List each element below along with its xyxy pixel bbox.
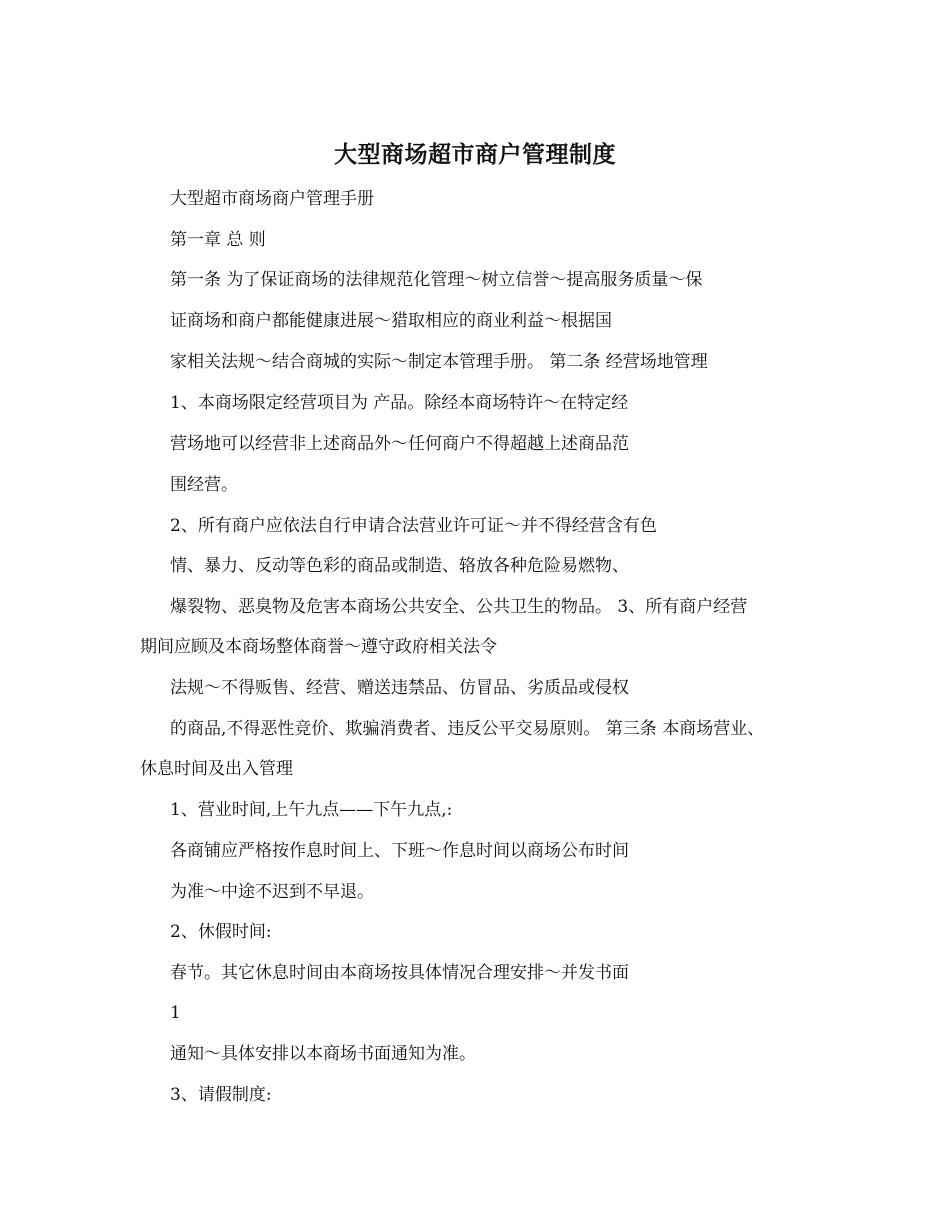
text-line: 为准～中途不迟到不早退。 <box>170 882 374 902</box>
text-line: 围经营。 <box>170 475 238 495</box>
text-line: 爆裂物、恶臭物及危害本商场公共安全、公共卫生的物品。 3、所有商户经营 <box>170 597 748 617</box>
text-line: 1、营业时间,上午九点——下午九点,: <box>170 800 453 820</box>
text-line: 3、请假制度: <box>170 1085 272 1105</box>
text-line: 通知～具体安排以本商场书面通知为准。 <box>170 1044 476 1064</box>
page-number: 1 <box>170 1003 181 1023</box>
text-line: 期间应顾及本商场整体商誉～遵守政府相关法令 <box>140 637 497 657</box>
text-line: 营场地可以经营非上述商品外～任何商户不得超越上述商品范 <box>170 434 629 454</box>
text-line: 法规～不得贩售、经营、赠送违禁品、仿冒品、劣质品或侵权 <box>170 678 629 698</box>
text-line: 大型超市商场商户管理手册 <box>170 189 374 209</box>
text-line: 1、本商场限定经营项目为 产品。除经本商场特许～在特定经 <box>170 393 629 413</box>
text-line: 第一条 为了保证商场的法律规范化管理～树立信誉～提高服务质量～保 <box>170 270 703 290</box>
text-line: 2、休假时间: <box>170 922 272 942</box>
text-line: 情、暴力、反动等色彩的商品或制造、辂放各种危险易燃物、 <box>170 556 629 576</box>
text-line: 的商品,不得恶性竞价、欺骗消费者、违反公平交易原则。 第三条 本商场营业、 <box>170 719 765 739</box>
text-line: 第一章 总 则 <box>170 230 266 250</box>
text-line: 各商铺应严格按作息时间上、下班～作息时间以商场公布时间 <box>170 841 629 861</box>
text-line: 休息时间及出入管理 <box>140 759 293 779</box>
text-line: 春节。其它休息时间由本商场按具体情况合理安排～并发书面 <box>170 963 629 983</box>
text-line: 证商场和商户都能健康进展～猎取相应的商业利益～根据国 <box>170 311 612 331</box>
text-line: 2、所有商户应依法自行申请合法营业许可证～并不得经营含有色 <box>170 516 657 536</box>
text-line: 家相关法规～结合商城的实际～制定本管理手册。 第二条 经营场地管理 <box>170 352 708 372</box>
document-title: 大型商场超市商户管理制度 <box>334 141 616 168</box>
